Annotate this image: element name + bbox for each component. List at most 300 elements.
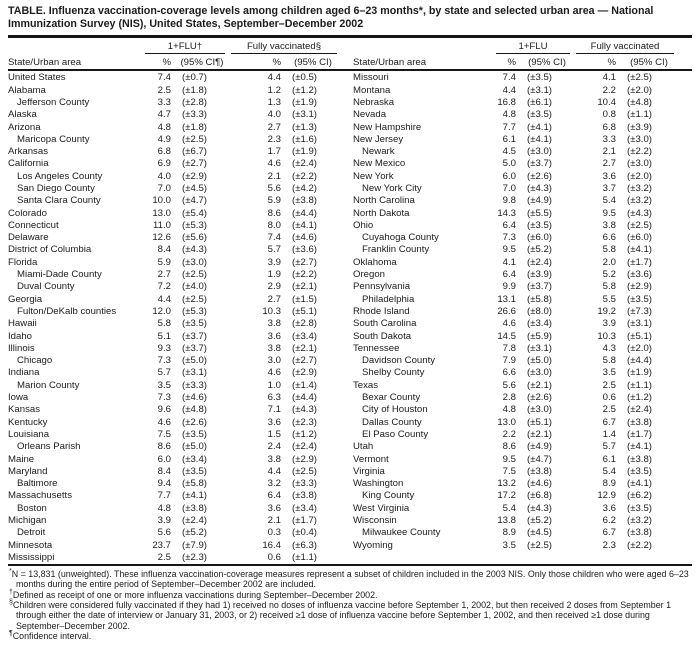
row-area: Minnesota	[8, 539, 53, 551]
table-row	[353, 158, 677, 170]
full-ci-cell: (±3.2)	[627, 515, 652, 526]
flu-ci-cell: (±2.5)	[182, 133, 207, 145]
full-pct-cell: 8.9	[602, 478, 616, 490]
footnote-text: N = 13,831 (unweighted). These influenza vaccination-coverage measures represent a subset of children included in the 2003 NIS. Only those children who were aged 6–23 months during the entire period of September–December 2002 are included.	[11, 568, 689, 590]
flu-ci-cell: (±3.3)	[182, 379, 207, 391]
flu-ci-cell: (±2.6)	[182, 416, 207, 428]
table-row	[353, 195, 677, 207]
full-ci-cell: (±2.9)	[627, 281, 652, 293]
row-area: Missouri	[353, 72, 389, 84]
flu-ci-cell: (±3.7)	[182, 330, 207, 342]
table-row	[8, 281, 340, 293]
flu-pct-cell: 5.9	[157, 256, 171, 268]
full-pct-cell: 4.1	[602, 72, 616, 84]
flu-ci-cell: (±5.9)	[527, 330, 552, 342]
flu-ci-cell: (±5.0)	[182, 355, 207, 367]
flu-ci-cell: (±3.5)	[182, 318, 207, 330]
full-pct-cell: 9.5	[602, 207, 616, 219]
right-flu-ci-header: (95% CI)	[528, 56, 566, 68]
flu-ci-cell: (±3.5)	[527, 72, 552, 84]
table-row	[8, 318, 340, 330]
flu-pct-cell: 4.6	[502, 318, 516, 330]
row-area: Boston	[17, 502, 47, 514]
full-pct-cell: 2.9	[267, 281, 281, 293]
flu-ci-cell: (±6.0)	[527, 232, 552, 244]
full-ci-cell: (±2.0)	[627, 170, 652, 182]
row-area: El Paso County	[362, 428, 429, 440]
table-row	[353, 404, 677, 416]
full-pct-cell: 1.7	[267, 146, 281, 158]
footnote-marker: †	[9, 588, 13, 596]
full-ci-cell: (±3.2)	[627, 182, 652, 194]
full-ci-cell: (±3.3)	[292, 478, 317, 490]
table-row	[353, 269, 677, 281]
row-area: City of Houston	[362, 404, 428, 416]
flu-pct-cell: 6.4	[502, 269, 516, 281]
flu-pct-cell: 7.5	[502, 465, 516, 477]
flu-pct-cell: 9.9	[502, 281, 516, 293]
row-area: Virginia	[353, 465, 385, 477]
left-flu-ci-header: (95% CI¶)	[180, 56, 224, 68]
footnote	[9, 631, 692, 641]
flu-ci-cell: (±4.7)	[527, 453, 552, 465]
full-pct-cell: 5.7	[267, 244, 281, 256]
row-area: Santa Clara County	[17, 195, 101, 207]
row-area: Alabama	[8, 84, 46, 96]
flu-ci-cell: (±3.0)	[527, 367, 552, 379]
full-pct-cell: 3.8	[267, 318, 281, 330]
full-ci-cell: (±3.5)	[627, 293, 652, 305]
full-ci-cell: (±1.7)	[292, 515, 317, 526]
flu-pct-cell: 6.1	[502, 133, 516, 145]
flu-ci-cell: (±5.5)	[527, 207, 552, 219]
right-flu-pct-header: %	[507, 56, 516, 68]
full-pct-cell: 2.1	[267, 170, 281, 182]
table-row	[353, 183, 677, 195]
flu-ci-cell: (±3.1)	[182, 367, 207, 379]
full-ci-cell: (±2.2)	[292, 269, 317, 281]
table-row	[8, 441, 340, 453]
table-left-rows	[8, 71, 340, 564]
left-group-header-row	[8, 38, 340, 54]
flu-pct-cell: 6.8	[157, 146, 171, 158]
flu-pct-cell: 9.8	[502, 195, 516, 207]
full-ci-cell: (±2.8)	[292, 318, 317, 330]
flu-pct-cell: 4.1	[502, 256, 516, 268]
full-pct-cell: 6.1	[602, 453, 616, 465]
row-area: California	[8, 158, 49, 170]
full-pct-cell: 3.6	[267, 502, 281, 514]
row-area: Baltimore	[17, 478, 58, 490]
row-area: Arizona	[8, 121, 41, 133]
flu-pct-cell: 7.4	[502, 72, 516, 84]
full-pct-cell: 5.2	[602, 269, 616, 281]
full-ci-cell: (±0.4)	[292, 527, 317, 539]
flu-pct-cell: 2.5	[157, 551, 171, 563]
table-row	[8, 220, 340, 232]
row-area: New Jersey	[353, 133, 404, 145]
flu-ci-cell: (±2.7)	[182, 158, 207, 170]
flu-ci-cell: (±3.7)	[527, 158, 552, 170]
row-area: Davidson County	[362, 355, 436, 367]
flu-pct-cell: 11.0	[153, 219, 171, 231]
full-pct-cell: 3.2	[267, 478, 281, 490]
right-fully-vaccinated-group-header: Fully vaccinated	[576, 41, 674, 54]
flu-ci-cell: (±2.9)	[182, 170, 207, 182]
table-row	[8, 306, 340, 318]
flu-pct-cell: 4.8	[502, 404, 516, 416]
row-area: Jefferson County	[17, 96, 90, 108]
row-area: Arkansas	[8, 146, 48, 158]
table-row	[353, 367, 677, 379]
footnote-text: Children were considered fully vaccinated if they had 1) received no doses of influenza vaccine before September 1, 2002, but then received 2 doses from September 1 through either the date of interview or January 31, 2003, or 2) received ≥1 dose of influenza vaccine before September 1, 2002, and then received ≥1 dose during September–December 2002.	[12, 599, 672, 631]
table-row	[8, 158, 340, 170]
flu-ci-cell: (±5.3)	[182, 305, 207, 317]
flu-ci-cell: (±3.8)	[182, 502, 207, 514]
full-ci-cell: (±1.3)	[292, 121, 317, 133]
table-row	[8, 232, 340, 244]
table-row	[353, 331, 677, 343]
table-row	[8, 146, 340, 158]
flu-pct-cell: 5.4	[502, 502, 516, 514]
full-ci-cell: (±2.7)	[292, 256, 317, 268]
flu-ci-cell: (±4.6)	[182, 392, 207, 404]
flu-ci-cell: (±4.0)	[182, 281, 207, 293]
full-ci-cell: (±2.5)	[292, 465, 317, 477]
flu-pct-cell: 8.6	[157, 441, 171, 453]
row-area: Miami-Dade County	[17, 269, 102, 281]
table-row	[353, 527, 677, 539]
row-area: Utah	[353, 441, 374, 453]
full-pct-cell: 7.4	[267, 232, 281, 244]
flu-ci-cell: (±2.8)	[182, 96, 207, 108]
full-ci-cell: (±3.8)	[627, 453, 652, 465]
flu-pct-cell: 4.0	[157, 170, 171, 182]
full-pct-cell: 3.8	[267, 342, 281, 354]
table-row	[353, 540, 677, 552]
right-sub-header-row	[353, 54, 677, 69]
table-row	[8, 540, 340, 552]
full-ci-cell: (±2.4)	[292, 158, 317, 170]
full-pct-cell: 6.6	[602, 232, 616, 244]
left-fully-vaccinated-group-header: Fully vaccinated§	[231, 41, 337, 54]
left-full-pct-header: %	[272, 56, 281, 68]
full-ci-cell: (±0.5)	[292, 72, 317, 84]
flu-ci-cell: (±2.1)	[527, 379, 552, 391]
table-row	[8, 122, 340, 134]
table-row	[353, 72, 677, 84]
right-group-header-row	[353, 38, 677, 54]
table-row	[8, 466, 340, 478]
row-area: New York City	[362, 182, 422, 194]
footnote	[9, 590, 692, 600]
flu-pct-cell: 8.4	[157, 244, 171, 256]
flu-ci-cell: (±5.0)	[527, 355, 552, 367]
full-ci-cell: (±2.9)	[292, 367, 317, 379]
flu-ci-cell: (±3.1)	[527, 342, 552, 354]
row-area: Indiana	[8, 367, 40, 379]
flu-pct-cell: 5.0	[502, 158, 516, 170]
full-pct-cell: 6.8	[602, 121, 616, 133]
row-area: Washington	[353, 478, 404, 490]
full-ci-cell: (±3.6)	[627, 269, 652, 281]
row-area: Pennsylvania	[353, 281, 411, 293]
full-ci-cell: (±2.5)	[627, 72, 652, 84]
flu-ci-cell: (±2.3)	[182, 551, 207, 563]
full-pct-cell: 3.6	[267, 330, 281, 342]
table-row	[8, 527, 340, 539]
table-row	[8, 343, 340, 355]
flu-ci-cell: (±3.0)	[527, 404, 552, 416]
flu-ci-cell: (±1.8)	[182, 84, 207, 96]
table-row	[353, 294, 677, 306]
table-row	[353, 490, 677, 502]
full-ci-cell: (±3.8)	[292, 195, 317, 207]
full-ci-cell: (±4.4)	[627, 355, 652, 367]
row-area: Bexar County	[362, 392, 421, 404]
flu-pct-cell: 13.0	[152, 207, 171, 219]
flu-ci-cell: (±4.9)	[527, 195, 552, 207]
full-pct-cell: 2.1	[602, 146, 616, 158]
full-pct-cell: 5.8	[602, 355, 616, 367]
flu-pct-cell: 8.6	[502, 441, 516, 453]
table-row	[353, 478, 677, 490]
flu-ci-cell: (±2.4)	[182, 515, 207, 526]
flu-pct-cell: 7.4	[157, 72, 171, 84]
full-ci-cell: (±1.2)	[292, 428, 317, 440]
full-pct-cell: 7.1	[267, 404, 281, 416]
full-pct-cell: 0.8	[602, 109, 616, 121]
full-pct-cell: 3.3	[602, 133, 616, 145]
flu-pct-cell: 8.4	[157, 465, 171, 477]
flu-ci-cell: (±1.8)	[182, 121, 207, 133]
row-area: Massachusetts	[8, 490, 72, 502]
flu-pct-cell: 8.9	[502, 527, 516, 539]
full-pct-cell: 4.0	[267, 109, 281, 121]
row-area: New Mexico	[353, 158, 406, 170]
full-pct-cell: 2.7	[602, 158, 616, 170]
flu-ci-cell: (±4.1)	[527, 133, 552, 145]
table-row	[353, 244, 677, 256]
full-pct-cell: 5.8	[602, 244, 616, 256]
flu-pct-cell: 9.6	[157, 404, 171, 416]
flu-ci-cell: (±3.7)	[527, 281, 552, 293]
flu-ci-cell: (±3.5)	[527, 219, 552, 231]
flu-pct-cell: 3.5	[502, 539, 516, 551]
table-row	[8, 109, 340, 121]
flu-ci-cell: (±4.8)	[182, 404, 207, 416]
flu-ci-cell: (±3.1)	[527, 84, 552, 96]
full-ci-cell: (±1.1)	[627, 379, 652, 391]
full-pct-cell: 16.4	[262, 539, 281, 551]
full-ci-cell: (±1.5)	[292, 293, 317, 305]
full-ci-cell: (±6.0)	[627, 232, 652, 244]
row-area: Connecticut	[8, 219, 59, 231]
full-ci-cell: (±4.3)	[292, 404, 317, 416]
table-row	[353, 343, 677, 355]
table-row	[353, 515, 677, 527]
table-row	[8, 183, 340, 195]
full-ci-cell: (±1.1)	[627, 109, 652, 121]
flu-ci-cell: (±7.9)	[182, 539, 207, 551]
flu-pct-cell: 5.8	[157, 318, 171, 330]
row-area: Maine	[8, 453, 35, 465]
table-row	[8, 72, 340, 84]
row-area: North Dakota	[353, 207, 410, 219]
full-ci-cell: (±1.6)	[292, 133, 317, 145]
flu-ci-cell: (±4.7)	[182, 195, 207, 207]
full-ci-cell: (±3.2)	[627, 195, 652, 207]
table-row	[8, 392, 340, 404]
table-row	[353, 122, 677, 134]
flu-pct-cell: 7.2	[157, 281, 171, 293]
table-title: TABLE. Influenza vaccination-coverage levels among children aged 6–23 months*, by state and selected urban area — National Immunization Survey (NIS), United States, September–December 2002	[8, 5, 654, 31]
full-pct-cell: 0.6	[267, 551, 281, 563]
row-area: Michigan	[8, 515, 47, 526]
full-ci-cell: (±3.1)	[292, 109, 317, 121]
full-ci-cell: (±4.6)	[292, 232, 317, 244]
flu-ci-cell: (±5.2)	[182, 527, 207, 539]
row-area: Oregon	[353, 269, 385, 281]
flu-pct-cell: 5.1	[157, 330, 171, 342]
flu-ci-cell: (±4.3)	[527, 502, 552, 514]
table-row	[8, 490, 340, 502]
row-area: Cuyahoga County	[362, 232, 439, 244]
flu-pct-cell: 4.8	[502, 109, 516, 121]
flu-ci-cell: (±6.8)	[527, 490, 552, 502]
full-pct-cell: 1.5	[267, 428, 281, 440]
flu-pct-cell: 2.5	[157, 84, 171, 96]
full-ci-cell: (±4.2)	[292, 182, 317, 194]
full-pct-cell: 2.5	[602, 379, 616, 391]
full-ci-cell: (±4.1)	[292, 219, 317, 231]
row-area: Philadelphia	[362, 293, 415, 305]
full-ci-cell: (±2.2)	[627, 539, 652, 551]
full-pct-cell: 2.3	[602, 539, 616, 551]
table-row	[353, 232, 677, 244]
flu-ci-cell: (±5.8)	[527, 293, 552, 305]
table-row	[353, 97, 677, 109]
full-ci-cell: (±1.7)	[627, 256, 652, 268]
table-row	[8, 429, 340, 441]
full-pct-cell: 5.9	[267, 195, 281, 207]
table-row	[8, 355, 340, 367]
flu-pct-cell: 6.4	[502, 219, 516, 231]
full-pct-cell: 4.4	[267, 72, 281, 84]
footnote	[9, 569, 692, 590]
table-row	[353, 355, 677, 367]
full-ci-cell: (±2.9)	[292, 453, 317, 465]
flu-ci-cell: (±5.6)	[182, 232, 207, 244]
full-ci-cell: (±2.7)	[292, 355, 317, 367]
full-ci-cell: (±7.3)	[627, 305, 652, 317]
flu-ci-cell: (±4.1)	[527, 121, 552, 133]
full-ci-cell: (±4.3)	[627, 207, 652, 219]
full-pct-cell: 12.9	[597, 490, 616, 502]
flu-ci-cell: (±0.7)	[182, 72, 207, 84]
right-flu-group-header: 1+FLU	[496, 41, 570, 54]
full-pct-cell: 6.7	[602, 416, 616, 428]
table-row	[353, 134, 677, 146]
footnote	[9, 600, 692, 631]
full-pct-cell: 3.7	[602, 182, 616, 194]
flu-ci-cell: (±3.9)	[527, 269, 552, 281]
flu-pct-cell: 13.2	[497, 478, 516, 490]
full-ci-cell: (±3.0)	[627, 158, 652, 170]
full-pct-cell: 10.3	[597, 330, 616, 342]
flu-ci-cell: (±3.7)	[182, 342, 207, 354]
full-pct-cell: 3.9	[602, 318, 616, 330]
flu-pct-cell: 9.5	[502, 453, 516, 465]
full-pct-cell: 3.8	[602, 219, 616, 231]
table-row	[8, 195, 340, 207]
full-ci-cell: (±2.1)	[292, 342, 317, 354]
full-pct-cell: 1.9	[267, 269, 281, 281]
row-area: Illinois	[8, 342, 35, 354]
row-area: Shelby County	[362, 367, 425, 379]
full-pct-cell: 2.7	[267, 121, 281, 133]
flu-pct-cell: 7.3	[502, 232, 516, 244]
flu-pct-cell: 6.0	[502, 170, 516, 182]
full-ci-cell: (±3.8)	[627, 416, 652, 428]
left-rows-container	[8, 72, 340, 564]
footnote-text: Confidence interval.	[12, 631, 92, 642]
full-ci-cell: (±5.1)	[292, 305, 317, 317]
flu-ci-cell: (±3.0)	[182, 256, 207, 268]
full-ci-cell: (±3.5)	[627, 502, 652, 514]
row-area: North Carolina	[353, 195, 415, 207]
full-pct-cell: 10.4	[597, 96, 616, 108]
flu-pct-cell: 4.4	[502, 84, 516, 96]
full-ci-cell: (±1.9)	[627, 367, 652, 379]
full-pct-cell: 2.5	[602, 404, 616, 416]
table-row	[8, 257, 340, 269]
row-area: King County	[362, 490, 415, 502]
left-flu-pct-header: %	[162, 56, 171, 68]
full-ci-cell: (±3.9)	[627, 121, 652, 133]
flu-ci-cell: (±5.4)	[182, 207, 207, 219]
footnotes	[8, 566, 692, 641]
table-row	[8, 478, 340, 490]
full-ci-cell: (±4.1)	[627, 478, 652, 490]
table-left-half	[8, 38, 340, 69]
full-ci-cell: (±1.2)	[627, 392, 652, 404]
row-area: Nebraska	[353, 96, 395, 108]
row-area: Chicago	[17, 355, 53, 367]
row-area: Colorado	[8, 207, 47, 219]
full-pct-cell: 3.9	[267, 256, 281, 268]
flu-ci-cell: (±2.1)	[527, 428, 552, 440]
flu-ci-cell: (±5.3)	[182, 219, 207, 231]
row-area: Milwaukee County	[362, 527, 441, 539]
flu-ci-cell: (±2.5)	[182, 269, 207, 281]
flu-pct-cell: 3.9	[157, 515, 171, 526]
table-row	[8, 404, 340, 416]
flu-pct-cell: 6.0	[157, 453, 171, 465]
full-ci-cell: (±6.2)	[627, 490, 652, 502]
full-pct-cell: 19.2	[597, 305, 616, 317]
table-right-half	[353, 38, 677, 69]
row-area: United States	[8, 72, 66, 84]
flu-ci-cell: (±8.0)	[527, 305, 552, 317]
row-area: Ohio	[353, 219, 374, 231]
flu-pct-cell: 7.0	[502, 182, 516, 194]
flu-pct-cell: 12.6	[152, 232, 171, 244]
table-row	[353, 392, 677, 404]
row-area: Florida	[8, 256, 38, 268]
row-area: Kansas	[8, 404, 40, 416]
flu-ci-cell: (±2.6)	[527, 170, 552, 182]
